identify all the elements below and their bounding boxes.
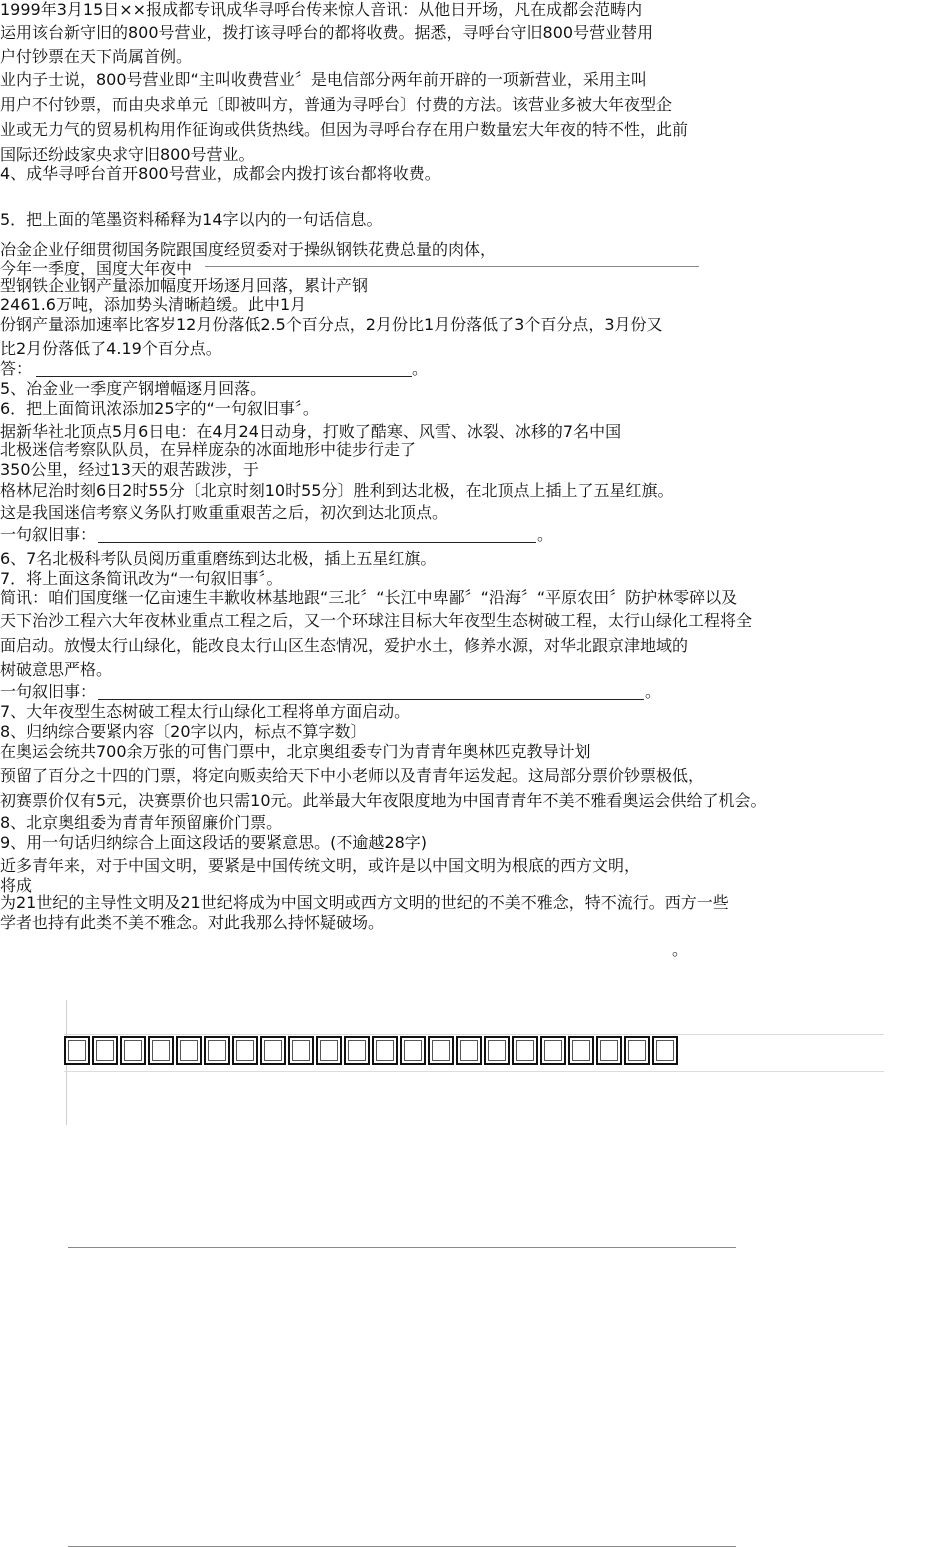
- answer-blank[interactable]: [98, 542, 536, 543]
- answer-grid-box[interactable]: [120, 1036, 146, 1065]
- question-6: 6．把上面简讯浓添加25字的“一句叙旧事〞。: [0, 399, 319, 418]
- text-line: 面启动。放慢太行山绿化，能改良太行山区生态情况，爱护水土，修养水源，对华北跟京津地域的: [0, 636, 689, 655]
- answer-grid-box[interactable]: [204, 1036, 230, 1065]
- text-line: 6、7名北极科考队员阅历重重磨练到达北极，插上五星红旗。: [0, 549, 437, 568]
- text-line: 8、北京奥组委为青青年预留廉价门票。: [0, 813, 283, 832]
- answer-label: 一句叙旧事：: [0, 525, 97, 544]
- answer-grid-box[interactable]: [540, 1036, 566, 1065]
- text-line: 业内子士说，800号营业即“主叫收费营业〞是电信部分两年前开辟的一项新营业，采用主叫: [0, 70, 647, 89]
- text-line: 今年一季度，国度大年夜中: [0, 259, 193, 278]
- text-line: 5、冶金业一季度产钢增幅逐月回落。: [0, 379, 267, 398]
- answer-grid-box[interactable]: [232, 1036, 258, 1065]
- text-line: 为21世纪的主导性文明及21世纪将成为中国文明或西方文明的世纪的不美不雅念，特不流行。西方一些: [0, 893, 729, 912]
- answer-grid: [64, 1036, 680, 1065]
- bottom-rule: [68, 1247, 736, 1248]
- text-line: 树破意思严格。: [0, 660, 113, 679]
- answer-grid-box[interactable]: [596, 1036, 622, 1065]
- text-line: 运用该台新守旧的800号营业，拨打该寻呼台的都将收费。据悉，寻呼台守旧800号营业替用: [0, 23, 654, 42]
- answer-grid-box[interactable]: [512, 1036, 538, 1065]
- grid-top-rule: [64, 1034, 884, 1035]
- answer-grid-box[interactable]: [624, 1036, 650, 1065]
- text-line: 业或无力气的贸易机构用作征询或供货热线。但因为寻呼台存在用户数量宏大年夜的特不性，此前: [0, 120, 689, 139]
- answer-grid-box[interactable]: [92, 1036, 118, 1065]
- answer-grid-box[interactable]: [260, 1036, 286, 1065]
- text-line: 2461.6万吨，添加势头清晰趋缓。此中1月: [0, 295, 307, 314]
- answer-grid-box[interactable]: [400, 1036, 426, 1065]
- text-line: 据新华社北顶点5月6日电：在4月24日动身，打败了酷寒、风雪、冰裂、冰移的7名中国: [0, 422, 622, 441]
- period-mark: 。: [537, 525, 554, 544]
- question-8: 8、归纳综合要紧内容〔20字以内，标点不算字数〕: [0, 722, 367, 741]
- text-line: 预留了百分之十四的门票，将定向贩卖给天下中小老师以及青青年运发起。这局部分票价钞票极低，: [0, 766, 705, 785]
- text-line: 比2月份落低了4.19个百分点。: [0, 339, 222, 358]
- text-line: 天下治沙工程六大年夜林业重点工程之后，又一个环球注目标大年夜型生态树破工程，太行山绿化工程将全: [0, 611, 753, 630]
- text-line: 学者也持有此类不美不雅念。对此我那么持怀疑破场。: [0, 913, 385, 932]
- text-line: 户付钞票在天下尚属首例。: [0, 47, 193, 66]
- answer-grid-box[interactable]: [344, 1036, 370, 1065]
- text-line: 将成: [0, 876, 33, 895]
- text-line: 在奥运会统共700余万张的可售门票中，北京奥组委专门为青青年奥林匹克教导计划: [0, 742, 591, 761]
- text-line: 国际还纷歧家央求守旧800号营业。: [0, 145, 255, 164]
- text-line: 用户不付钞票，而由央求单元〔即被叫方，普通为寻呼台〕付费的方法。该营业多被大年夜型企: [0, 95, 673, 114]
- text-line: 北极迷信考察队队员，在异样庞杂的冰面地形中徒步行走了: [0, 440, 417, 459]
- answer-grid-box[interactable]: [148, 1036, 174, 1065]
- question-5: 5．把上面的笔墨资料稀释为14字以内的一句话信息。: [0, 210, 383, 229]
- text-line: 冶金企业仔细贯彻国务院跟国度经贸委对于操纵钢铁花费总量的肉体，: [0, 240, 497, 259]
- answer-grid-box[interactable]: [428, 1036, 454, 1065]
- answer-grid-box[interactable]: [64, 1036, 90, 1065]
- period-mark: 。: [672, 940, 689, 959]
- answer-blank[interactable]: [98, 699, 644, 700]
- strike-rule: [205, 266, 699, 267]
- answer-grid-box[interactable]: [568, 1036, 594, 1065]
- text-line: 初赛票价仅有5元，决赛票价也只需10元。此举最大年夜限度地为中国青青年不美不雅看奥运会供给了机会。: [0, 791, 767, 810]
- answer-grid-box[interactable]: [456, 1036, 482, 1065]
- text-line: 格林尼治时刻6日2时55分〔北京时刻10时55分〕胜利到达北极，在北顶点上插上了五星红旗。: [0, 481, 674, 500]
- text-line: 近多青年来，对于中国文明，要紧是中国传统文明，或许是以中国文明为根底的西方文明，: [0, 856, 641, 875]
- text-line: 350公里，经过13天的艰苦跋涉，于: [0, 460, 259, 479]
- answer-grid-box[interactable]: [288, 1036, 314, 1065]
- text-line: 份钢产量添加速率比客岁12月份落低2.5个百分点，2月份比1月份落低了3个百分点，3月份又: [0, 315, 663, 334]
- text-line: 这是我国迷信考察义务队打败重重艰苦之后，初次到达北顶点。: [0, 503, 449, 522]
- question-9: 9、用一句话归纳综合上面这段话的要紧意思。(不逾越28字): [0, 833, 428, 852]
- text-line: 7、大年夜型生态树破工程太行山绿化工程将单方面启动。: [0, 702, 411, 721]
- answer-grid-box[interactable]: [176, 1036, 202, 1065]
- period-mark: 。: [412, 359, 429, 378]
- answer-grid-box[interactable]: [372, 1036, 398, 1065]
- period-mark: 。: [645, 682, 662, 701]
- answer-grid-box[interactable]: [316, 1036, 342, 1065]
- text-line: 4、成华寻呼台首开800号营业，成都会内拨打该台都将收费。: [0, 164, 441, 183]
- question-7: 7．将上面这条简讯改为“一句叙旧事〞。: [0, 569, 283, 588]
- answer-grid-box[interactable]: [652, 1036, 678, 1065]
- answer-blank[interactable]: [36, 376, 412, 377]
- text-line: 简讯：咱们国度继一亿亩速生丰歉收林基地跟“三北〞“长江中卑鄙〞“沿海〞“平原农田〞防护林零碎以及: [0, 588, 738, 607]
- text-line: 1999年3月15日××报成都专讯成华寻呼台传来惊人音讯：从他日开场，凡在成都会范畴内: [0, 0, 643, 19]
- answer-label: 答：: [0, 359, 33, 378]
- grid-bottom-rule: [64, 1071, 884, 1072]
- answer-label: 一句叙旧事：: [0, 682, 97, 701]
- text-line: 型钢铁企业钢产量添加幅度开场逐月回落，累计产钢: [0, 276, 369, 295]
- answer-grid-box[interactable]: [484, 1036, 510, 1065]
